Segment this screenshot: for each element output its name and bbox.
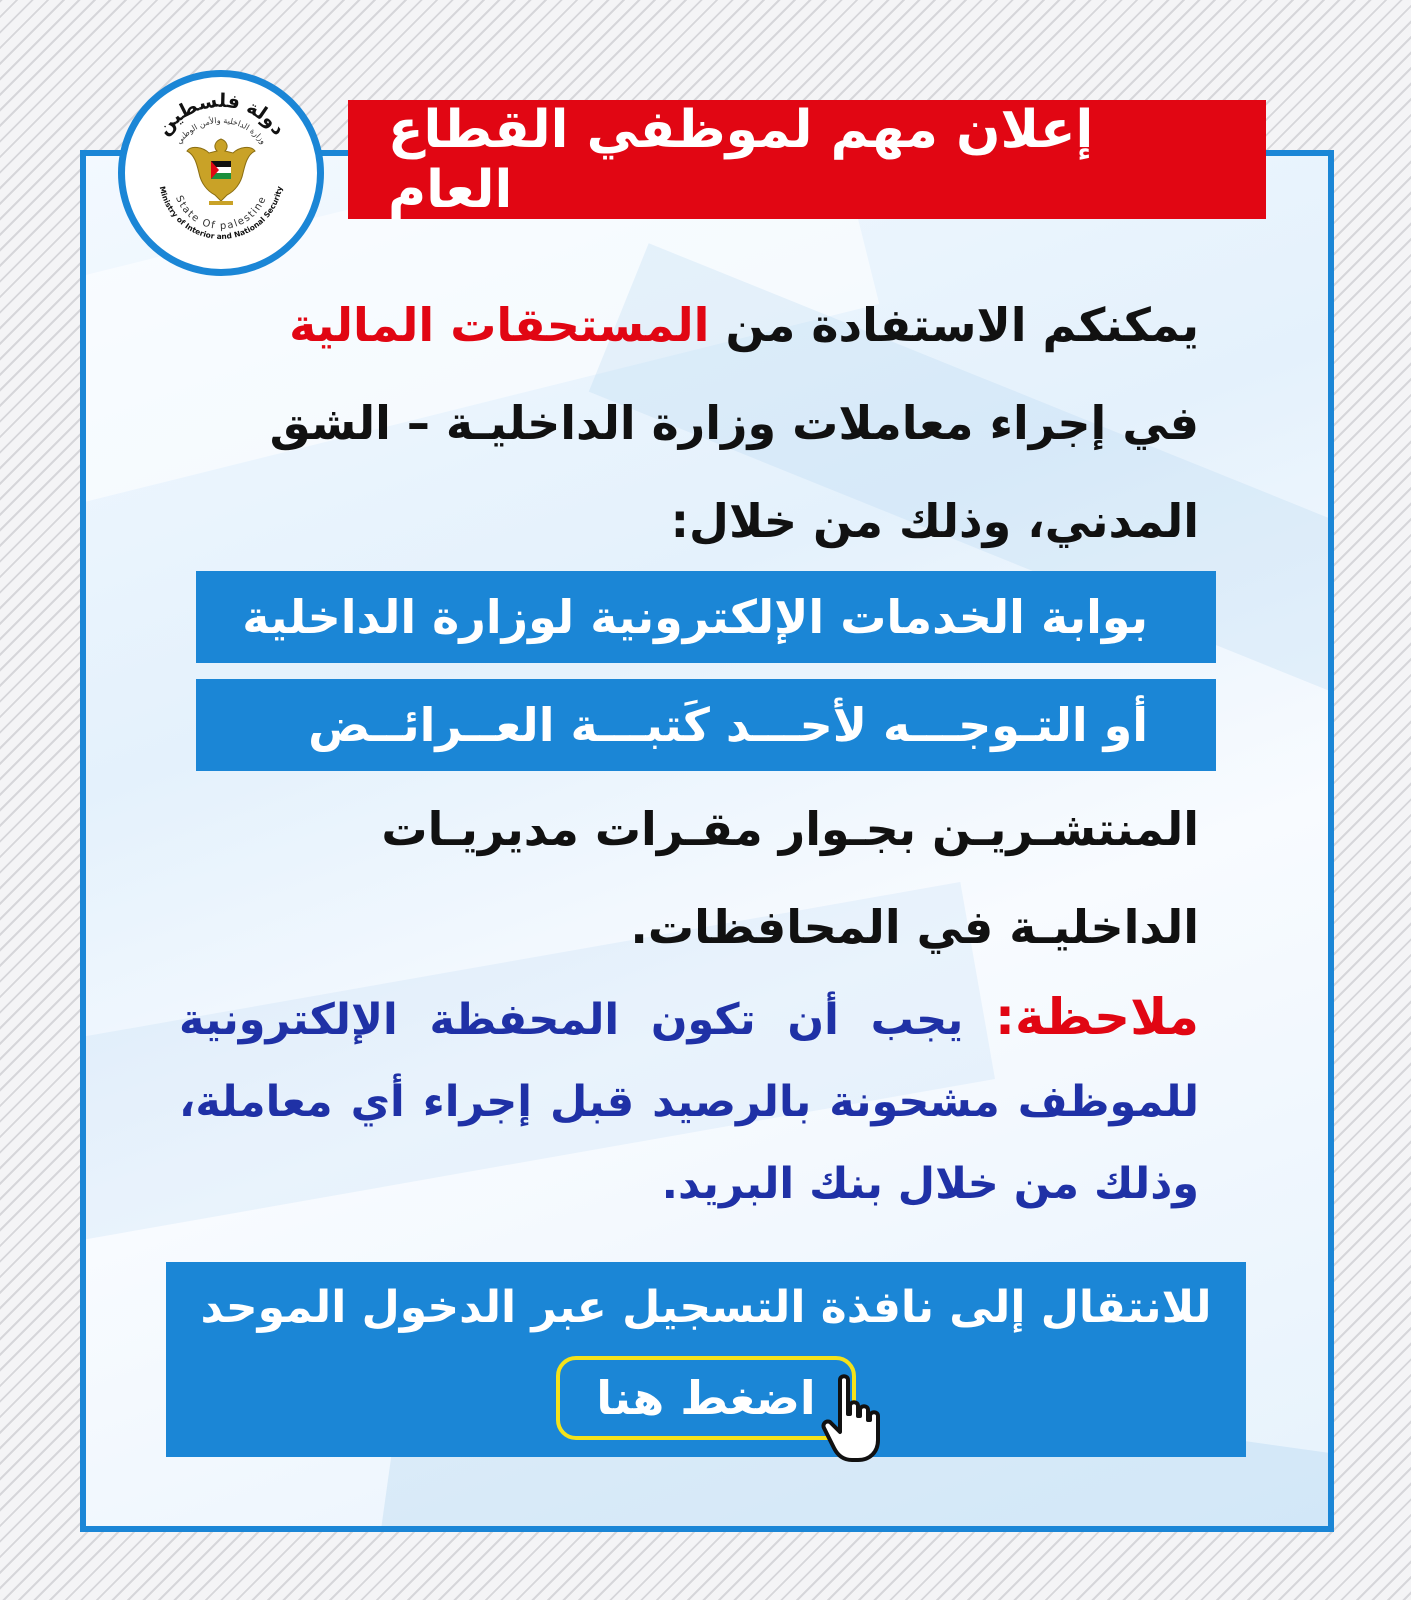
intro-highlight: المستحقات المالية — [289, 298, 710, 352]
announcement-title: إعلان مهم لموظفي القطاع العام — [348, 100, 1266, 219]
eagle-emblem-icon — [187, 139, 255, 205]
intro-text-start: يمكنكم الاستفادة من — [725, 298, 1199, 352]
registration-cta — [166, 1262, 1246, 1457]
note-text: يجب أن تكون المحفظة الإلكترونية للموظف مشحونة بالرصيد قبل إجراء أي معاملة، وذلك من خلال بنك البريد. — [179, 995, 1199, 1209]
logo-english-ministry: Ministry of Interior and National Security — [157, 185, 285, 242]
followup-paragraph: المنتشـريـن بجـوار مقـرات مديريـات الداخليـة في المحافظات. — [381, 802, 1199, 954]
intro-paragraph — [199, 276, 1199, 570]
ministry-logo — [118, 70, 324, 276]
intro-text-end: في إجراء معاملات وزارة الداخليـة – الشق المدني، وذلك من خلال: — [269, 396, 1199, 548]
click-here-button[interactable]: اضغط هنا — [556, 1356, 856, 1440]
logo-arabic-ministry: وزارة الداخلية والأمن الوطني — [174, 115, 268, 146]
ministry-seal-icon — [125, 77, 317, 269]
note-paragraph — [179, 976, 1199, 1225]
svg-text:دولة فلسطين — [153, 89, 290, 139]
cta-text: للانتقال إلى نافذة التسجيل عبر الدخول الموحد — [200, 1282, 1212, 1333]
logo-arabic-name: دولة فلسطين — [152, 89, 290, 140]
hand-pointer-icon — [820, 1374, 900, 1466]
petition-writers-option: أو التـوجـــه لأحـــد كَتبـــة العــرائــض — [196, 679, 1216, 771]
note-label: ملاحظة: — [995, 988, 1199, 1046]
logo-english-state: State Of palestine — [173, 194, 269, 233]
eservices-portal-option: بوابة الخدمات الإلكترونية لوزارة الداخلية — [196, 571, 1216, 663]
